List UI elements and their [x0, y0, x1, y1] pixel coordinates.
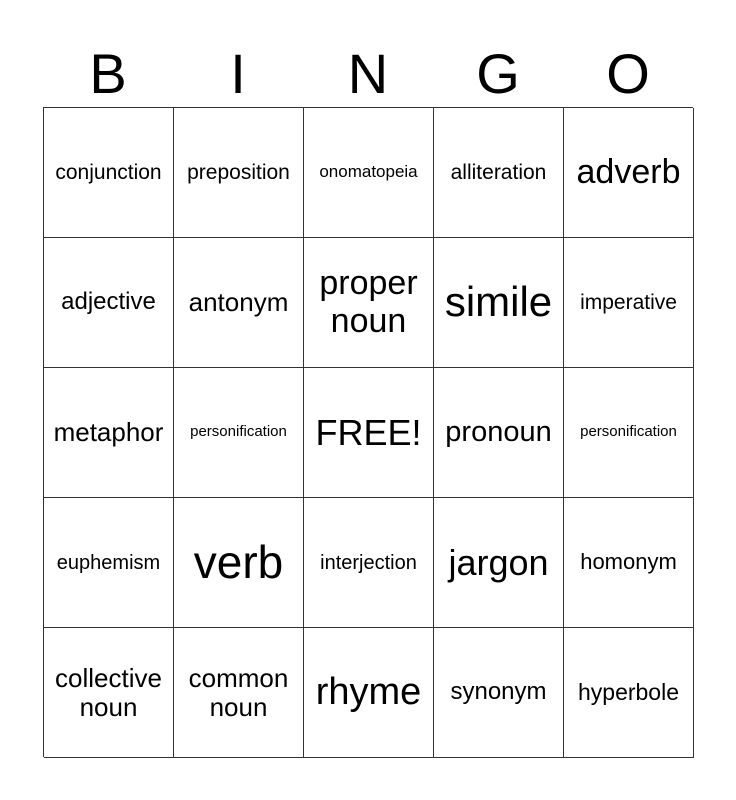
bingo-header [43, 44, 693, 104]
bingo-cell[interactable] [304, 238, 434, 368]
bingo-cell-label: imperative [580, 290, 677, 314]
bingo-cell[interactable] [304, 108, 434, 238]
bingo-cell[interactable] [174, 498, 304, 628]
bingo-cell-label: onomatopeia [319, 162, 418, 182]
bingo-cell[interactable] [564, 498, 694, 628]
bingo-cell-label: jargon [448, 541, 549, 583]
bingo-cell[interactable] [564, 108, 694, 238]
bingo-cell[interactable] [174, 238, 304, 368]
bingo-cell-label: metaphor [53, 417, 164, 448]
bingo-cell[interactable] [434, 368, 564, 498]
bingo-cell[interactable] [44, 368, 174, 498]
bingo-cell[interactable] [174, 628, 304, 758]
bingo-cell-label: verb [193, 536, 284, 589]
bingo-cell[interactable] [564, 368, 694, 498]
bingo-cell-label: pronoun [445, 415, 552, 448]
bingo-free-space[interactable] [304, 368, 434, 498]
bingo-cell[interactable] [174, 368, 304, 498]
header-letter-o: O [606, 42, 650, 105]
bingo-cell-label: synonym [450, 678, 547, 706]
header-letter-g: G [476, 42, 520, 105]
bingo-card-grid [43, 107, 693, 757]
bingo-cell-label: adverb [576, 152, 681, 191]
header-letter-i: I [230, 42, 246, 105]
bingo-cell-label: adjective [61, 288, 156, 316]
bingo-cell-label: antonym [188, 287, 289, 318]
bingo-cell[interactable] [44, 498, 174, 628]
bingo-cell-label: FREE! [315, 411, 422, 453]
bingo-cell-label: euphemism [56, 551, 161, 574]
bingo-cell[interactable] [564, 628, 694, 758]
bingo-cell[interactable] [434, 108, 564, 238]
bingo-cell-label: alliteration [450, 160, 547, 184]
bingo-cell-label: personification [580, 423, 677, 441]
bingo-cell-label: collective noun [55, 662, 162, 722]
bingo-cell[interactable] [44, 628, 174, 758]
bingo-cell[interactable] [44, 108, 174, 238]
bingo-cell-label: proper noun [319, 264, 418, 340]
bingo-cell-label: rhyme [315, 670, 422, 713]
bingo-cell[interactable] [174, 108, 304, 238]
header-letter-b: B [89, 42, 127, 105]
header-letter-n: N [347, 42, 389, 105]
bingo-cell[interactable] [564, 238, 694, 368]
bingo-cell[interactable] [304, 628, 434, 758]
bingo-cell[interactable] [434, 498, 564, 628]
bingo-cell[interactable] [304, 498, 434, 628]
bingo-cell-label: preposition [187, 160, 290, 184]
bingo-cell-label: hyperbole [577, 678, 680, 705]
bingo-cell-label: interjection [320, 551, 417, 574]
bingo-cell-label: common noun [188, 662, 289, 722]
bingo-cell-label: personification [190, 423, 287, 441]
bingo-cell-label: homonym [580, 549, 677, 575]
bingo-cell-label: conjunction [55, 160, 162, 184]
bingo-cell[interactable] [434, 628, 564, 758]
bingo-cell[interactable] [434, 238, 564, 368]
bingo-cell-label: simile [444, 278, 553, 326]
bingo-cell[interactable] [44, 238, 174, 368]
